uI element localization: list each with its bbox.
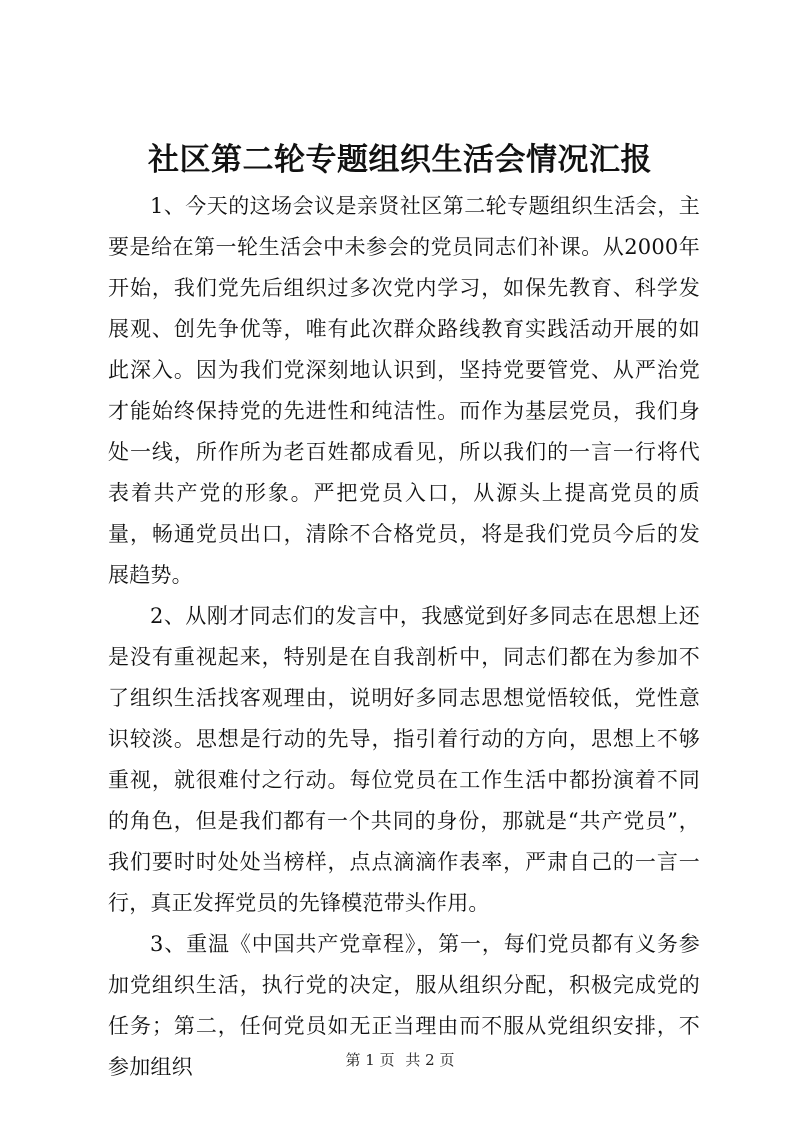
paragraph-2: 2、从刚才同志们的发言中，我感觉到好多同志在思想上还是没有重视起来，特别是在自我剖析中，同志们都在为参加不了组织生活找客观理由，说明好多同志思想觉悟较低，党性意识较淡。思想是行动的先导，指引着行动的方向，思想上不够重视，就很难付之行动。每位党员在工作生活中都扮演着不同的角色，但是我们都有一个共同的身份，那就是“共产党员”，我们要时时处处当榜样，点点滴滴作表率，严肃自己的一言一行，真正发挥党员的先锋模范带头作用。	[108, 604, 700, 915]
document-title: 社区第二轮专题组织生活会情况汇报	[148, 142, 652, 178]
page-total: 共 2 页	[405, 1051, 455, 1069]
page-number: 第 1 页	[345, 1051, 395, 1069]
paragraph-3: 3、重温《中国共产党章程》，第一，每们党员都有义务参加党组织生活，执行党的决定，服从组织分配，积极完成党的任务；第二，任何党员如无正当理由而不服从党组织安排，不参加组织	[108, 932, 700, 1079]
document-body	[108, 186, 700, 1088]
page-footer	[0, 1050, 800, 1070]
paragraph-1: 1、今天的这场会议是亲贤社区第二轮专题组织生活会，主要是给在第一轮生活会中未参会的党员同志们补课。从2000年开始，我们党先后组织过多次党内学习，如保先教育、科学发展观、创先争优等，唯有此次群众路线教育实践活动开展的如此深入。因为我们党深刻地认识到，坚持党要管党、从严治党才能始终保持党的先进性和纯洁性。而作为基层党员，我们身处一线，所作所为老百姓都成看见，所以我们的一言一行将代表着共产党的形象。严把党员入口，从源头上提高党员的质量，畅通党员出口，清除不合格党员，将是我们党员今后的发展趋势。	[108, 194, 700, 587]
